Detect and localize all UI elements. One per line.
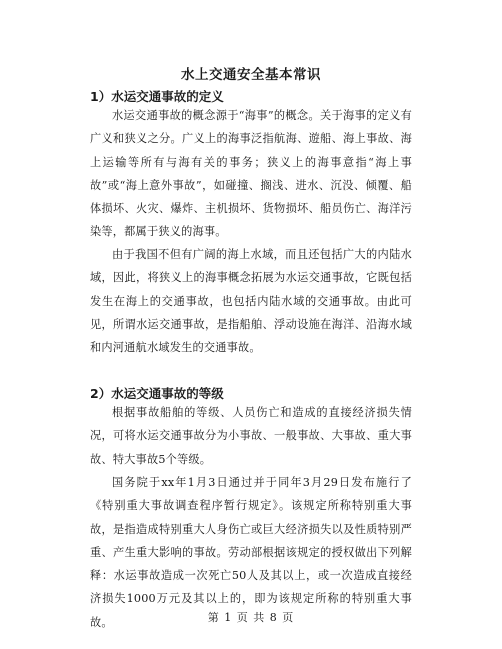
paragraph-definition-1: 水运交通事故的概念源于“海事”的概念。关于海事的定义有广义和狭义之分。广义上的海事泛指航海、遊船、海上事故、海上运输等所有与海有关的事务；狭义上的海事意指“海上事故”或“海上意外事故”，如碰撞、搁浅、进水、沉没、倾覆、船体损坏、火灾、爆炸、主机损坏、货物损坏、船员伤亡、海洋污染等，都属于狭义的海事。	[90, 109, 412, 239]
paragraph-levels-2: 国务院于xx年1月3日通过并于同年3月29日发布施行了《特别重大事故调查程序暂行规定》。该规定所称特别重大事故，是指造成特别重大人身伤亡或巨大经济损失以及性质特别严重、产生重大影响的事故。劳动部根据该规定的授权做出下列解释：水运事故造成一次死亡50人及其以上，或一次造成直接经济损失1000万元及其以上的，即为该规定所称的特别重大事故。	[90, 476, 412, 629]
paragraph-definition-2: 由于我国不但有广阔的海上水域，而且还包括广大的内陆水域，因此，将狭义上的海事概念拓展为水运交通事故，它既包括发生在海上的交通事故，也包括内陆水域的交通事故。由此可见，所谓水运交通事故，是指船舶、浮动设施在海洋、沿海水域和内河通航水域发生的交通事故。	[90, 248, 412, 355]
page-number-footer: 第 1 页 共 8 页	[207, 611, 295, 624]
section-heading-levels: 2）水运交通事故的等级	[90, 386, 224, 401]
paragraph-levels-1: 根据事故船舶的等级、人员伤亡和造成的直接经济损失情况，可将水运交通事故分为小事故、一般事故、大事故、重大事故、特大事故5个等级。	[90, 406, 412, 466]
document-title: 水上交通安全基本常识	[181, 67, 321, 83]
section-heading-definition: 1）水运交通事故的定义	[90, 89, 224, 104]
